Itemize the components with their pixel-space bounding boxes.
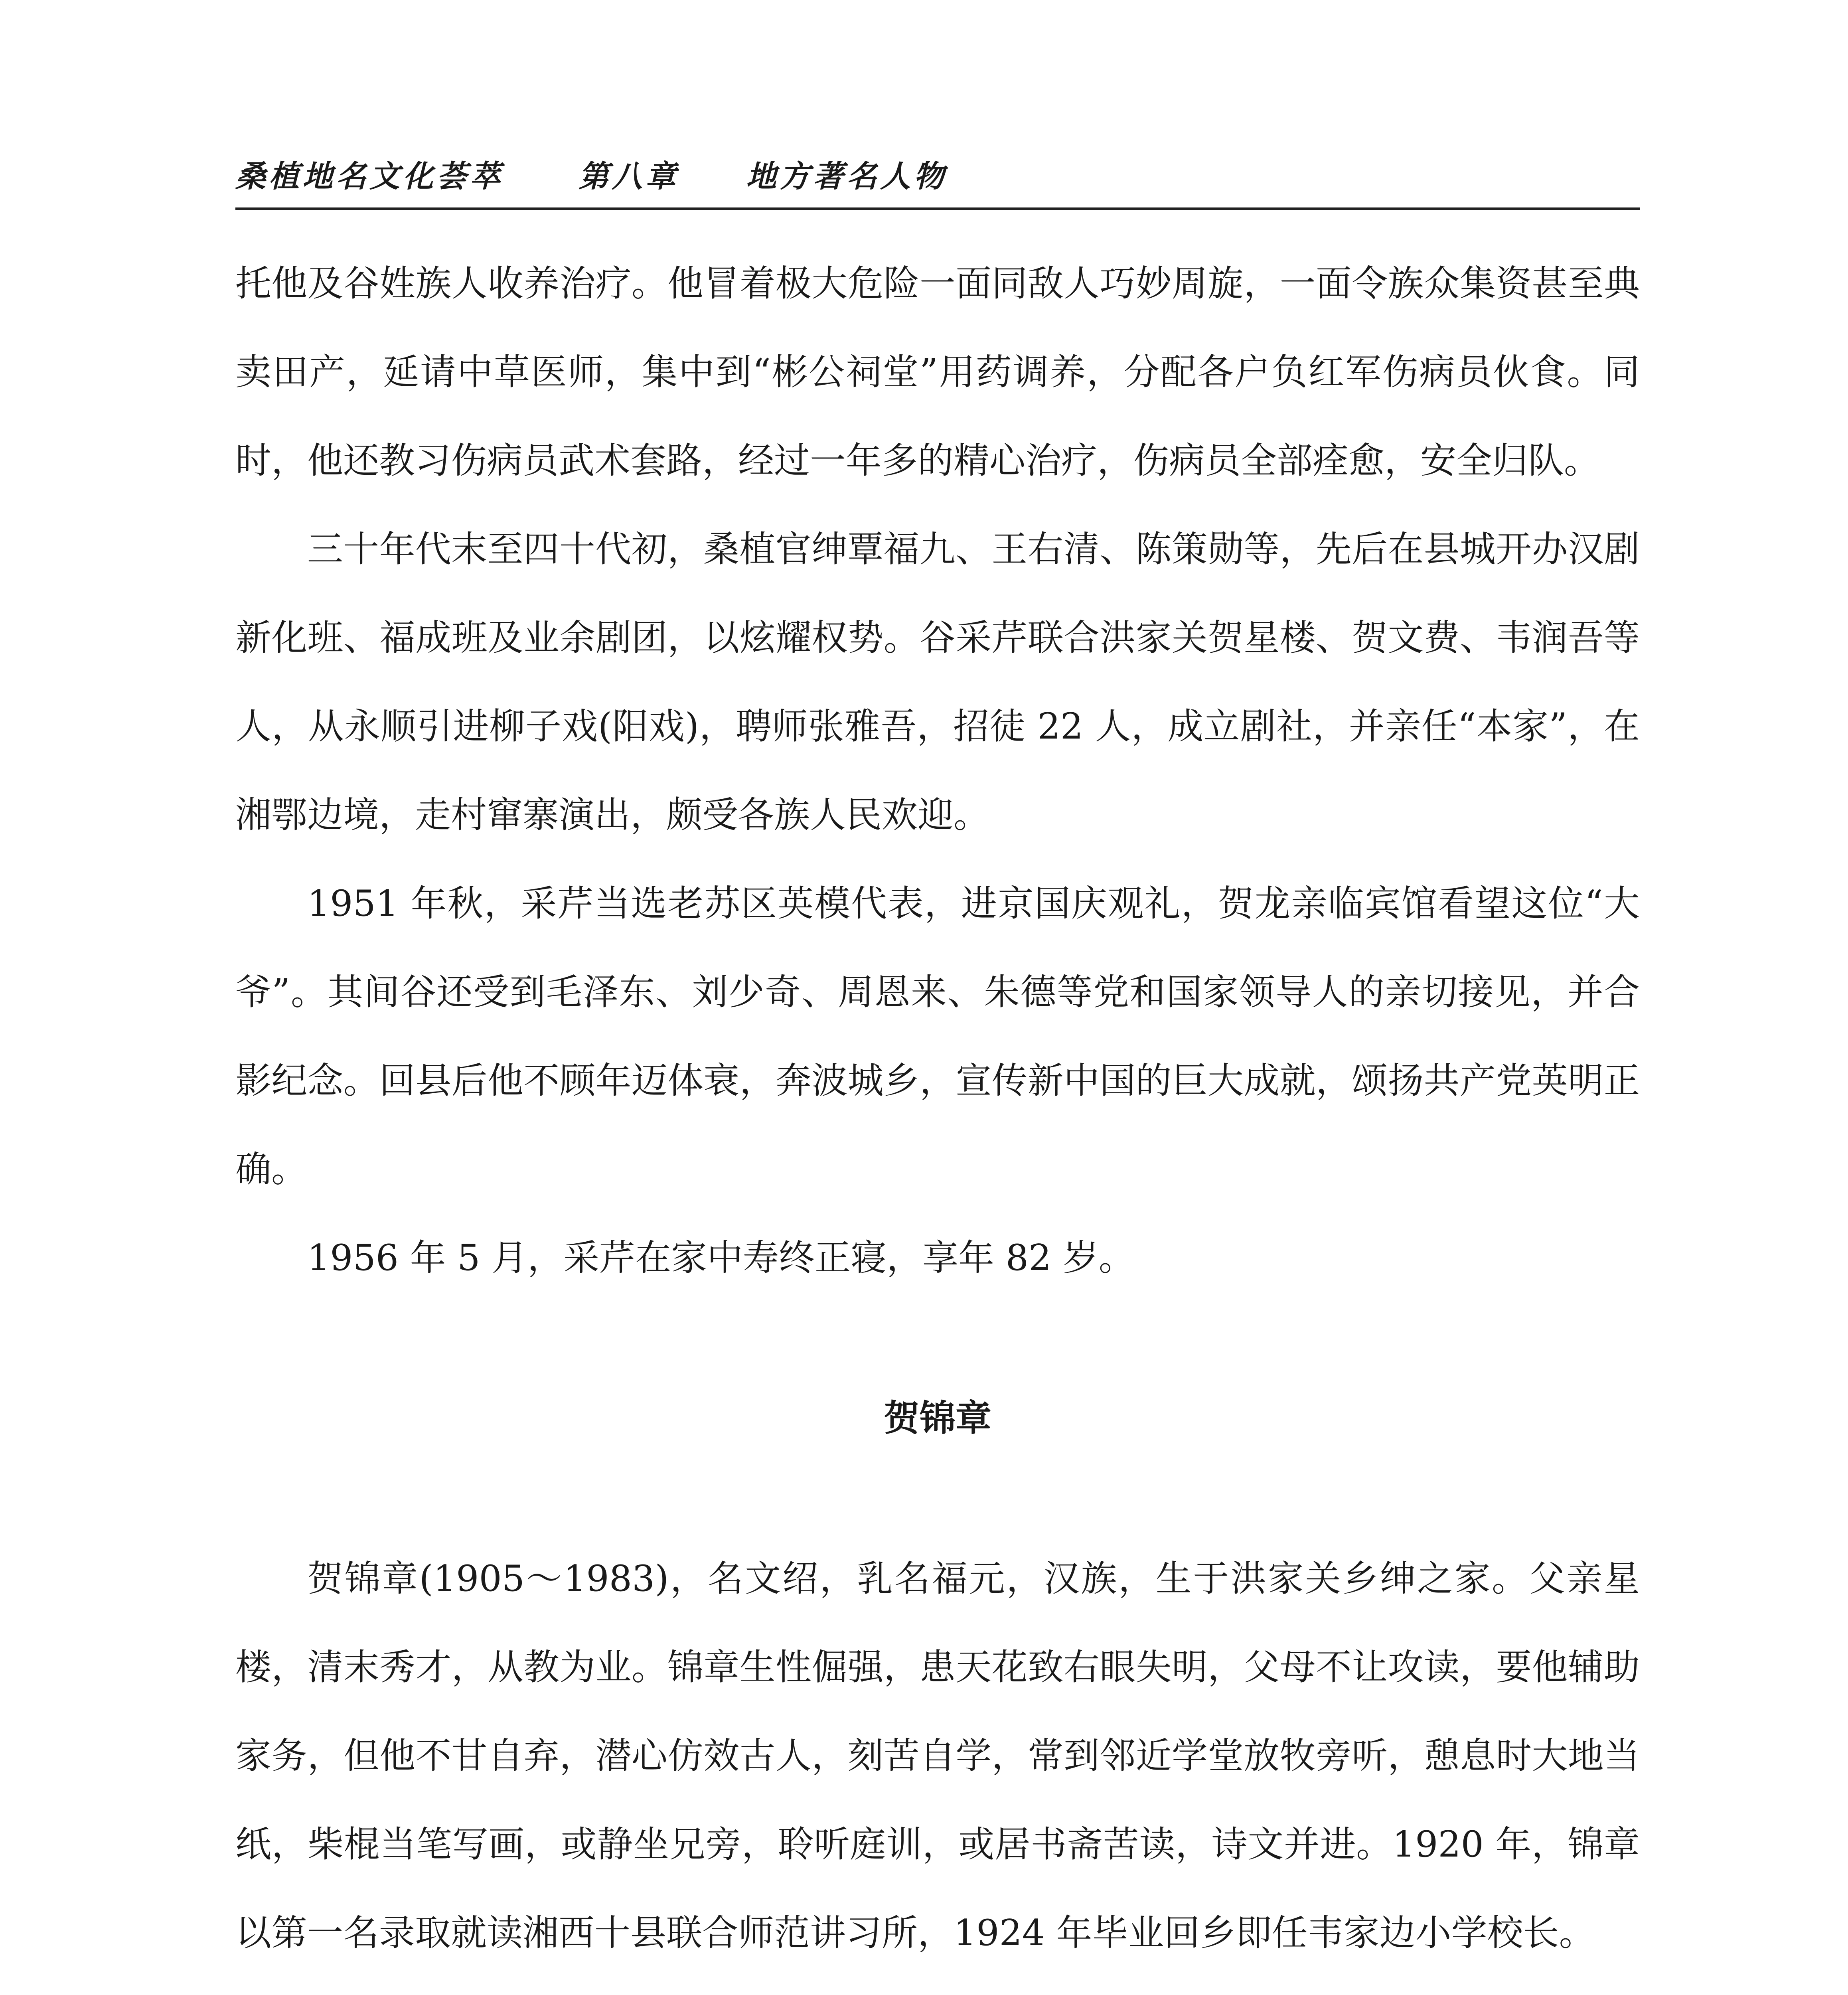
header-rule [235,207,1640,210]
header-section-title: 地方著名人物 [746,158,947,194]
page-body [235,239,1640,1995]
paragraph: 三十年代末至四十代初，桑植官绅覃福九、王右清、陈策勋等，先后在县城开办汉剧新化班、福成班及业余剧团，以炫耀权势。谷采芹联合洪家关贺星楼、贺文费、韦润吾等人，从永顺引进柳子戏(阳戏)，聘师张雅吾，招徒 22 人，成立剧社，并亲任“本家”，在湘鄂边境，走村窜寨演出，颇受各族人民欢迎。 [235,528,1640,836]
paragraph: 贺锦章(1905～1983)，名文绍，乳名福元，汉族，生于洪家关乡绅之家。父亲星楼，清末秀才，从教为业。锦章生性倔强，患天花致右眼失明，父母不让攻读，要他辅助家务，但他不甘自弃，潜心仿效古人，刻苦自学，常到邻近学堂放牧旁听，憩息时大地当纸，柴棍当笔写画，或静坐兄旁，聆听庭训，或居书斋苦读，诗文并进。1920 年，锦章以第一名录取就读湘西十县联合师范讲习所，1924 年毕业回乡即任韦家边小学校长。 [235,1558,1640,1954]
biography-heading: 贺锦章 [884,1397,991,1439]
paragraph-continued: 托他及谷姓族人收养治疗。他冒着极大危险一面同敌人巧妙周旋，一面令族众集资甚至典卖田产，延请中草医师，集中到“彬公祠堂”用药调养，分配各户负红军伤病员伙食。同时，他还教习伤病员武术套路，经过一年多的精心治疗，伤病员全部痊愈，安全归队。 [235,263,1640,482]
header-book-title: 桑植地名文化荟萃 [235,158,503,194]
running-header [235,148,1640,200]
paragraph [235,1977,1640,1995]
header-chapter: 第八章 [578,158,679,194]
paragraph: 1956 年 5 月，采芹在家中寿终正寝，享年 82 岁。 [307,1237,1135,1279]
paragraph: 1951 年秋，采芹当选老苏区英模代表，进京国庆观礼，贺龙亲临宾馆看望这位“大爷”。其间谷还受到毛泽东、刘少奇、周恩来、朱德等党和国家领导人的亲切接见，并合影纪念。回县后他不顾年迈体衰，奔波城乡，宣传新中国的巨大成就，颂扬共产党英明正确。 [235,883,1640,1190]
